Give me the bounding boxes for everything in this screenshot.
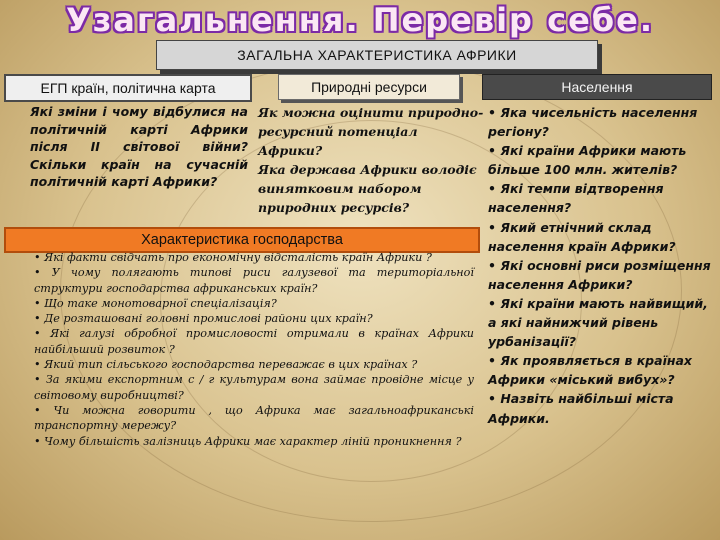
economy-header: Характеристика господарства bbox=[4, 227, 480, 253]
slide-title: Узагальнення. Перевір себе. bbox=[66, 1, 654, 39]
economy-question: • Які галузі обробної промисловості отримали в країнах Африки найбільший розвиток ? bbox=[34, 327, 474, 356]
main-header: ЗАГАЛЬНА ХАРАКТЕРИСТИКА АФРИКИ bbox=[156, 40, 598, 70]
economy-question: • Чому більшість залізниць Африки має характер ліній проникнення ? bbox=[34, 434, 462, 448]
population-question: • Яка чисельність населення регіону? bbox=[488, 105, 698, 140]
population-question: • Назвіть найбільші міста Африки. bbox=[488, 391, 674, 426]
economy-question: • Який тип сільського господарства переважає в цих країнах ? bbox=[34, 358, 418, 372]
natural-question: Яка держава Африки володіє винятковим набором природних ресурсів? bbox=[258, 162, 477, 215]
egp-questions: Які зміни і чому відбулися на політичній карті Африки після ІІ світової війни? Скільки країн на сучасній політичній карті Африки? bbox=[30, 104, 248, 189]
economy-question: • Де розташовані головні промислові райони цих країн? bbox=[34, 312, 373, 326]
natural-resources-header: Природні ресурси bbox=[278, 74, 460, 100]
population-question: • Які основні риси розміщення населення Африки? bbox=[488, 257, 711, 292]
economy-question: • Що таке монотоварної спеціалізація? bbox=[34, 296, 277, 310]
economy-question: • Чи можна говорити , що Африка має загальноафриканські транспортну мережу? bbox=[34, 403, 474, 433]
economy-question: • За якими експортним с / г культурам вона займає провідне місце у світовому виробництві? bbox=[34, 373, 474, 402]
natural-question: Як можна оцінити природно-ресурсний потенціал Африки? bbox=[258, 105, 484, 158]
population-question: • Які країни Африки мають більше 100 млн. жителів? bbox=[488, 143, 687, 178]
population-question: • Який етнічний склад населення країн Африки? bbox=[488, 219, 676, 254]
economy-question: • У чому полягають типові риси галузевої та територіальної структури господарства африканських країн? bbox=[34, 266, 474, 295]
population-question: • Які темпи відтворення населення? bbox=[488, 181, 664, 216]
natural-resources-questions bbox=[258, 103, 486, 217]
population-question: • Які країни мають найвищий, а які найнижчий рівень урбанізації? bbox=[488, 295, 708, 350]
economy-questions bbox=[34, 250, 474, 449]
population-header: Населення bbox=[482, 74, 712, 100]
egp-header: ЕГП країн, політична карта bbox=[4, 74, 252, 102]
population-questions bbox=[488, 103, 716, 428]
economy-question: • Які факти свідчать про економічну відсталість країн Африки ? bbox=[34, 251, 432, 264]
population-question: • Як проявляється в країнах Африки «міський вибух»? bbox=[488, 353, 692, 388]
